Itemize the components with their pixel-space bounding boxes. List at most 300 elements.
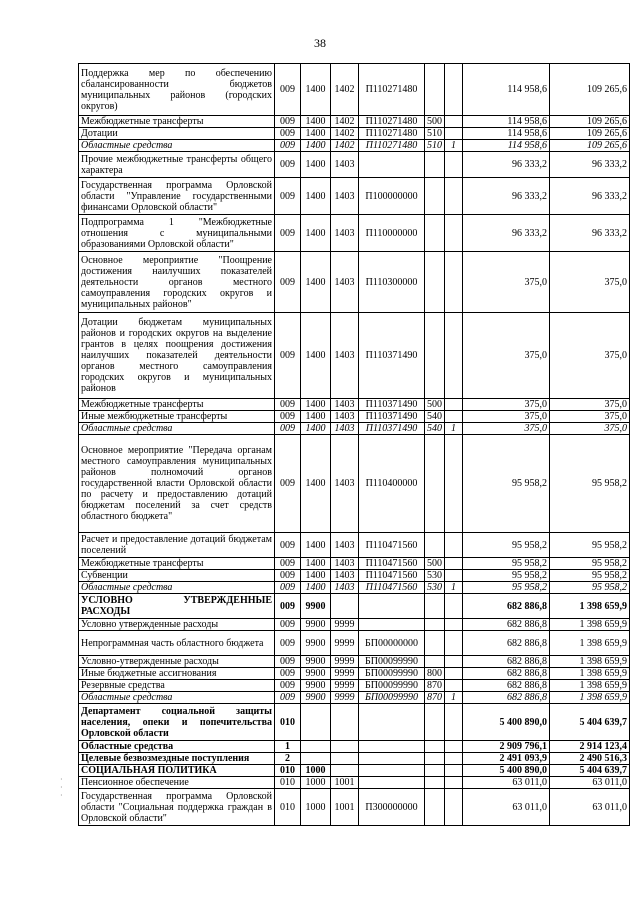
cell-amount-year-1: 682 886,8 [463,631,550,656]
cell-section-code: 1400 [301,128,331,140]
cell-section-code: 1400 [301,423,331,435]
cell-expense-type [425,533,445,558]
cell-subsection-code: 1403 [331,313,359,399]
cell-target-article: П110271480 [359,116,425,128]
cell-subsection-code: 9999 [331,692,359,704]
cell-subsection-code [331,765,359,777]
cell-section-code: 9900 [301,680,331,692]
cell-target-article [359,765,425,777]
cell-amount-year-2: 375,0 [550,313,630,399]
cell-target-article: П110271480 [359,140,425,152]
cell-ministry-code: 1 [275,741,301,753]
cell-name: Межбюджетные трансферты [79,558,275,570]
cell-ministry-code: 2 [275,753,301,765]
cell-ministry-code: 009 [275,594,301,619]
cell-amount-year-2: 109 265,6 [550,140,630,152]
cell-amount-year-2: 95 958,2 [550,582,630,594]
cell-amount-year-1: 96 333,2 [463,178,550,215]
cell-fund-source [445,631,463,656]
cell-target-article [359,753,425,765]
cell-amount-year-1: 114 958,6 [463,140,550,152]
cell-section-code: 1400 [301,435,331,533]
cell-fund-source [445,704,463,741]
cell-fund-source [445,128,463,140]
cell-expense-type [425,741,445,753]
cell-amount-year-2: 1 398 659,9 [550,656,630,668]
cell-amount-year-1: 63 011,0 [463,777,550,789]
cell-target-article [359,619,425,631]
cell-target-article [359,594,425,619]
cell-section-code: 1400 [301,152,331,178]
cell-section-code: 9900 [301,692,331,704]
cell-amount-year-1: 682 886,8 [463,668,550,680]
cell-ministry-code: 010 [275,704,301,741]
cell-ministry-code: 010 [275,777,301,789]
cell-target-article [359,741,425,753]
cell-name: Субвенции [79,570,275,582]
cell-subsection-code: 9999 [331,680,359,692]
table-row [79,178,630,215]
table-row [79,116,630,128]
cell-target-article: БП00099990 [359,692,425,704]
cell-target-article: П110400000 [359,435,425,533]
cell-expense-type [425,152,445,178]
cell-fund-source [445,594,463,619]
cell-ministry-code: 010 [275,789,301,826]
cell-ministry-code: 009 [275,411,301,423]
cell-section-code: 1400 [301,116,331,128]
cell-amount-year-2: 109 265,6 [550,64,630,116]
cell-target-article: БП00099990 [359,680,425,692]
cell-amount-year-2: 1 398 659,9 [550,631,630,656]
cell-section-code [301,753,331,765]
cell-fund-source [445,313,463,399]
table-row [79,668,630,680]
cell-amount-year-2: 2 914 123,4 [550,741,630,753]
cell-subsection-code: 1403 [331,178,359,215]
budget-table [78,63,630,826]
table-row [79,435,630,533]
cell-section-code: 1400 [301,140,331,152]
cell-ministry-code: 009 [275,533,301,558]
table-body [79,64,630,826]
cell-subsection-code: 1402 [331,64,359,116]
cell-amount-year-1: 114 958,6 [463,64,550,116]
cell-amount-year-2: 5 404 639,7 [550,765,630,777]
cell-fund-source [445,741,463,753]
cell-expense-type [425,704,445,741]
cell-ministry-code: 009 [275,215,301,252]
cell-name: Дотации бюджетам муниципальных районов и городских округов на выделение грантов в целях поощрения достижения наилучших показателей деятельности органов местного самоуправления городских округов и муниципальных районов [79,313,275,399]
cell-expense-type: 500 [425,558,445,570]
cell-target-article: П110271480 [359,128,425,140]
cell-amount-year-1: 2 909 796,1 [463,741,550,753]
table-row [79,582,630,594]
cell-section-code: 1400 [301,558,331,570]
cell-name: Областные средства [79,582,275,594]
cell-target-article: БП00099990 [359,656,425,668]
cell-fund-source [445,668,463,680]
cell-subsection-code: 1403 [331,582,359,594]
cell-expense-type [425,631,445,656]
cell-name: Поддержка мер по обеспечению сбалансированности бюджетов муниципальных районов (городских округов) [79,64,275,116]
cell-expense-type [425,753,445,765]
cell-name: Подпрограмма 1 "Межбюджетные отношения с муниципальными образованиями Орловской области" [79,215,275,252]
cell-expense-type [425,777,445,789]
cell-section-code: 1400 [301,215,331,252]
cell-section-code: 1400 [301,252,331,313]
cell-name: Дотации [79,128,275,140]
page-number: 38 [314,36,326,50]
cell-expense-type: 540 [425,423,445,435]
cell-name: Департамент социальной защиты населения, опеки и попечительства Орловской области [79,704,275,741]
cell-subsection-code: 1403 [331,533,359,558]
cell-amount-year-1: 682 886,8 [463,656,550,668]
cell-section-code: 1400 [301,178,331,215]
cell-ministry-code: 009 [275,252,301,313]
cell-amount-year-2: 1 398 659,9 [550,668,630,680]
cell-amount-year-2: 109 265,6 [550,116,630,128]
cell-expense-type [425,64,445,116]
cell-fund-source: 1 [445,692,463,704]
cell-expense-type: 530 [425,570,445,582]
cell-amount-year-2: 109 265,6 [550,128,630,140]
cell-subsection-code [331,594,359,619]
cell-target-article: П110271480 [359,64,425,116]
cell-ministry-code: 009 [275,178,301,215]
cell-ministry-code: 009 [275,582,301,594]
cell-name: Иные межбюджетные трансферты [79,411,275,423]
cell-subsection-code: 1403 [331,570,359,582]
cell-ministry-code: 009 [275,631,301,656]
cell-section-code: 1000 [301,789,331,826]
cell-target-article: П110000000 [359,215,425,252]
cell-subsection-code: 1403 [331,423,359,435]
cell-fund-source [445,252,463,313]
margin-mark: · [60,775,63,784]
table-row [79,152,630,178]
cell-ministry-code: 009 [275,680,301,692]
cell-name: Резервные средства [79,680,275,692]
cell-name: Государственная программа Орловской области "Социальная поддержка граждан в Орловской области" [79,789,275,826]
cell-subsection-code: 1402 [331,128,359,140]
cell-name: Прочие межбюджетные трансферты общего характера [79,152,275,178]
cell-section-code: 1400 [301,313,331,399]
cell-name: Областные средства [79,741,275,753]
cell-fund-source [445,570,463,582]
table-row [79,765,630,777]
cell-expense-type: 510 [425,140,445,152]
cell-name: Целевые безвозмездные поступления [79,753,275,765]
cell-section-code: 1400 [301,570,331,582]
cell-fund-source [445,64,463,116]
cell-fund-source [445,152,463,178]
cell-name: Условно-утвержденные расходы [79,656,275,668]
cell-ministry-code: 009 [275,423,301,435]
cell-ministry-code: 009 [275,399,301,411]
cell-amount-year-2: 96 333,2 [550,152,630,178]
cell-fund-source: 1 [445,140,463,152]
cell-fund-source [445,533,463,558]
cell-expense-type [425,178,445,215]
table-row [79,692,630,704]
cell-ministry-code: 009 [275,692,301,704]
cell-name: СОЦИАЛЬНАЯ ПОЛИТИКА [79,765,275,777]
cell-subsection-code: 9999 [331,619,359,631]
cell-name: Межбюджетные трансферты [79,116,275,128]
cell-fund-source: 1 [445,582,463,594]
cell-section-code: 1400 [301,64,331,116]
cell-amount-year-1: 682 886,8 [463,594,550,619]
cell-amount-year-2: 95 958,2 [550,533,630,558]
cell-expense-type [425,619,445,631]
table-row [79,215,630,252]
cell-name: Областные средства [79,140,275,152]
cell-section-code: 9900 [301,656,331,668]
cell-section-code: 1400 [301,533,331,558]
margin-marks [60,776,63,800]
cell-subsection-code [331,753,359,765]
cell-ministry-code: 009 [275,435,301,533]
cell-target-article [359,704,425,741]
table-row [79,704,630,741]
margin-mark: · [60,791,63,800]
cell-target-article: П110371490 [359,423,425,435]
cell-fund-source [445,765,463,777]
cell-amount-year-1: 95 958,2 [463,582,550,594]
cell-name: Условно утвержденные расходы [79,619,275,631]
cell-expense-type [425,656,445,668]
cell-section-code [301,704,331,741]
cell-ministry-code: 010 [275,765,301,777]
cell-target-article: П110371490 [359,411,425,423]
table-row [79,570,630,582]
cell-section-code: 1400 [301,399,331,411]
cell-expense-type [425,765,445,777]
cell-fund-source [445,215,463,252]
cell-subsection-code: 9999 [331,631,359,656]
cell-amount-year-1: 375,0 [463,411,550,423]
cell-amount-year-2: 375,0 [550,423,630,435]
cell-amount-year-1: 682 886,8 [463,680,550,692]
table-row [79,128,630,140]
table-row [79,399,630,411]
table-row [79,789,630,826]
cell-subsection-code [331,741,359,753]
cell-amount-year-1: 63 011,0 [463,789,550,826]
cell-name: Государственная программа Орловской области "Управление государственными финансами Орловской области" [79,178,275,215]
cell-target-article: БП00000000 [359,631,425,656]
cell-ministry-code: 009 [275,140,301,152]
cell-fund-source [445,680,463,692]
cell-amount-year-1: 375,0 [463,313,550,399]
cell-amount-year-2: 95 958,2 [550,558,630,570]
cell-expense-type: 530 [425,582,445,594]
cell-target-article: П110371490 [359,313,425,399]
cell-expense-type: 500 [425,399,445,411]
cell-amount-year-1: 95 958,2 [463,533,550,558]
cell-expense-type [425,594,445,619]
cell-fund-source [445,178,463,215]
cell-target-article: П110300000 [359,252,425,313]
cell-subsection-code: 1403 [331,152,359,178]
cell-target-article: П110371490 [359,399,425,411]
cell-amount-year-2: 63 011,0 [550,789,630,826]
cell-amount-year-1: 5 400 890,0 [463,765,550,777]
table-row [79,411,630,423]
cell-amount-year-2: 95 958,2 [550,435,630,533]
cell-expense-type: 870 [425,680,445,692]
cell-section-code: 1400 [301,411,331,423]
cell-target-article: П100000000 [359,178,425,215]
cell-amount-year-2: 95 958,2 [550,570,630,582]
cell-subsection-code: 1001 [331,789,359,826]
cell-section-code: 9900 [301,668,331,680]
cell-amount-year-1: 5 400 890,0 [463,704,550,741]
cell-name: Межбюджетные трансферты [79,399,275,411]
cell-target-article: П110471560 [359,558,425,570]
table-row [79,423,630,435]
cell-amount-year-2: 1 398 659,9 [550,619,630,631]
table-row [79,680,630,692]
cell-amount-year-1: 682 886,8 [463,619,550,631]
table-row [79,619,630,631]
cell-subsection-code: 1403 [331,558,359,570]
cell-fund-source [445,558,463,570]
table-row [79,741,630,753]
cell-ministry-code: 009 [275,128,301,140]
cell-fund-source [445,656,463,668]
cell-ministry-code: 009 [275,570,301,582]
cell-amount-year-2: 1 398 659,9 [550,680,630,692]
cell-section-code: 9900 [301,594,331,619]
cell-subsection-code: 1402 [331,116,359,128]
cell-subsection-code: 1001 [331,777,359,789]
cell-target-article: П110471560 [359,533,425,558]
cell-expense-type: 500 [425,116,445,128]
table-row [79,252,630,313]
cell-section-code: 9900 [301,619,331,631]
cell-amount-year-2: 1 398 659,9 [550,692,630,704]
cell-amount-year-2: 5 404 639,7 [550,704,630,741]
cell-amount-year-2: 375,0 [550,252,630,313]
cell-fund-source: 1 [445,423,463,435]
cell-subsection-code: 1402 [331,140,359,152]
cell-amount-year-2: 1 398 659,9 [550,594,630,619]
table-row [79,64,630,116]
table-row [79,313,630,399]
cell-expense-type [425,252,445,313]
cell-section-code: 9900 [301,631,331,656]
cell-name: Пенсионное обеспечение [79,777,275,789]
cell-subsection-code: 1403 [331,399,359,411]
cell-name: Непрограммная часть областного бюджета [79,631,275,656]
cell-fund-source [445,789,463,826]
cell-amount-year-2: 96 333,2 [550,215,630,252]
cell-subsection-code [331,704,359,741]
cell-fund-source [445,435,463,533]
cell-expense-type: 510 [425,128,445,140]
cell-ministry-code: 009 [275,152,301,178]
table-row [79,558,630,570]
cell-fund-source [445,619,463,631]
table-row [79,631,630,656]
cell-expense-type: 870 [425,692,445,704]
cell-amount-year-1: 2 491 093,9 [463,753,550,765]
table-row [79,753,630,765]
cell-amount-year-2: 63 011,0 [550,777,630,789]
cell-fund-source [445,399,463,411]
cell-target-article: БП00099990 [359,668,425,680]
cell-target-article [359,152,425,178]
cell-amount-year-1: 114 958,6 [463,116,550,128]
cell-expense-type [425,313,445,399]
cell-ministry-code: 009 [275,656,301,668]
cell-subsection-code: 9999 [331,656,359,668]
cell-ministry-code: 009 [275,668,301,680]
cell-section-code: 1000 [301,765,331,777]
cell-expense-type: 800 [425,668,445,680]
table-row [79,656,630,668]
table-row [79,533,630,558]
cell-target-article: П110471560 [359,570,425,582]
cell-amount-year-1: 96 333,2 [463,152,550,178]
cell-amount-year-2: 2 490 516,3 [550,753,630,765]
cell-name: Областные средства [79,692,275,704]
cell-ministry-code: 009 [275,116,301,128]
cell-expense-type: 540 [425,411,445,423]
cell-ministry-code: 009 [275,558,301,570]
table-row [79,140,630,152]
cell-ministry-code: 009 [275,313,301,399]
table-row [79,594,630,619]
cell-subsection-code: 1403 [331,411,359,423]
cell-amount-year-1: 375,0 [463,252,550,313]
cell-fund-source [445,753,463,765]
cell-target-article: П110471560 [359,582,425,594]
cell-fund-source [445,777,463,789]
cell-section-code: 1400 [301,582,331,594]
cell-amount-year-2: 375,0 [550,399,630,411]
cell-subsection-code: 1403 [331,215,359,252]
cell-expense-type [425,789,445,826]
cell-name: Областные средства [79,423,275,435]
cell-amount-year-1: 95 958,2 [463,558,550,570]
cell-expense-type [425,215,445,252]
cell-amount-year-1: 95 958,2 [463,435,550,533]
table-row [79,777,630,789]
cell-name: Иные бюджетные ассигнования [79,668,275,680]
cell-amount-year-1: 114 958,6 [463,128,550,140]
cell-fund-source [445,411,463,423]
cell-name: Основное мероприятие "Передача органам местного самоуправления муниципальных районов полномочий органов государственной власти Орловской области по расчету и предоставлению дотаций бюджетам поселений за счет средств областного бюджета" [79,435,275,533]
cell-amount-year-1: 95 958,2 [463,570,550,582]
cell-expense-type [425,435,445,533]
cell-ministry-code: 009 [275,619,301,631]
cell-target-article [359,777,425,789]
cell-amount-year-2: 96 333,2 [550,178,630,215]
cell-amount-year-1: 375,0 [463,423,550,435]
cell-subsection-code: 1403 [331,435,359,533]
cell-fund-source [445,116,463,128]
cell-name: Основное мероприятие "Поощрение достижения наилучших показателей деятельности органов местного самоуправления городских округов и муниципальных районов" [79,252,275,313]
cell-section-code [301,741,331,753]
cell-amount-year-1: 96 333,2 [463,215,550,252]
margin-mark: · [60,783,63,792]
cell-name: УСЛОВНО УТВЕРЖДЕННЫЕ РАСХОДЫ [79,594,275,619]
cell-ministry-code: 009 [275,64,301,116]
cell-amount-year-1: 682 886,8 [463,692,550,704]
